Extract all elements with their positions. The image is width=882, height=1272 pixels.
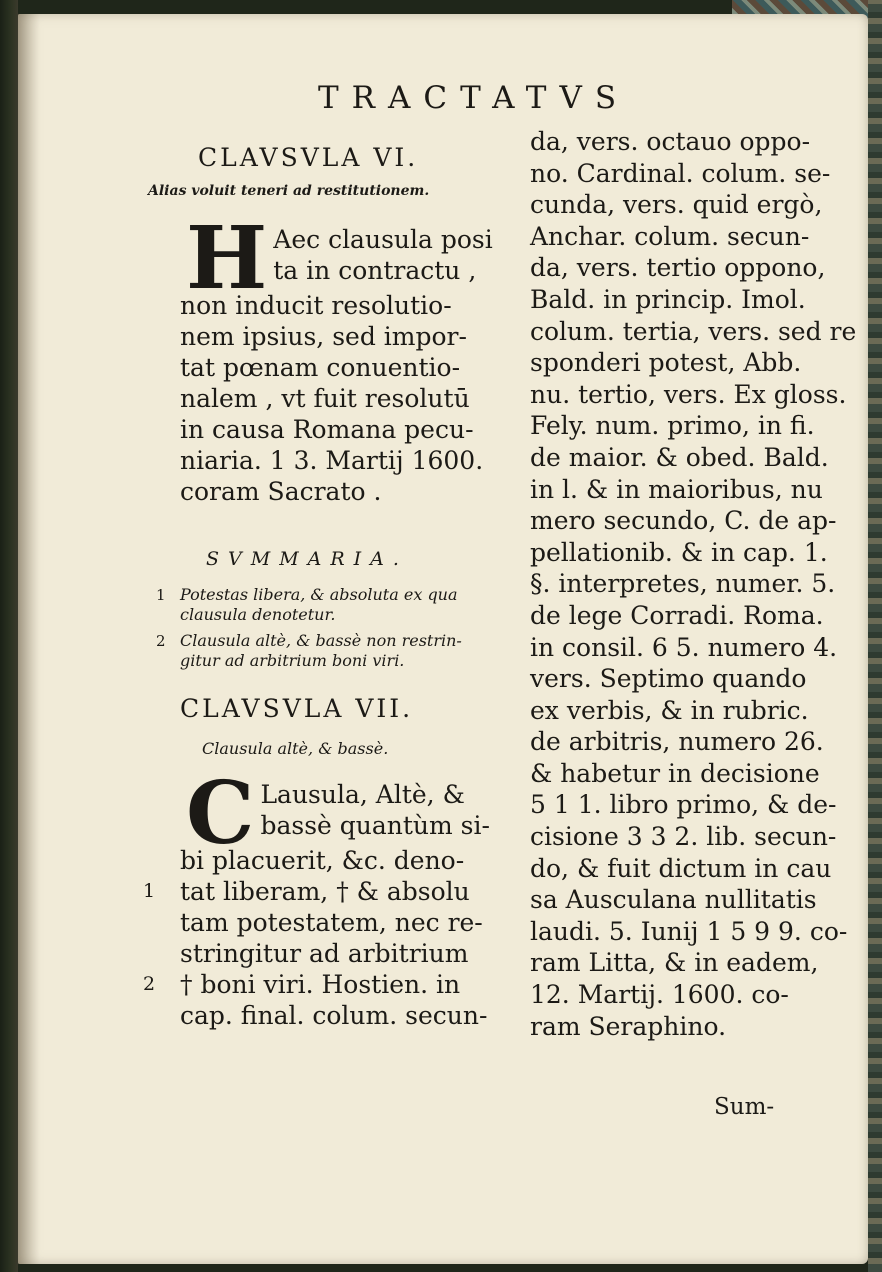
summaria-line: Potestas libera, & absoluta ex qua (180, 585, 458, 604)
drop-cap-h: H (186, 208, 268, 309)
clausula-7-text (143, 763, 490, 1031)
text-line: stringitur ad arbitrium (180, 939, 469, 968)
text-line: nu. tertio, vers. Ex gloss. (530, 379, 847, 409)
text-line-content: † boni viri. Hostien. in (180, 970, 461, 999)
text-line (143, 969, 480, 1000)
text-line: nalem , vt fuit resolutū (180, 384, 470, 413)
text-line: niaria. 1 3. Martij 1600. (180, 446, 484, 475)
right-column (530, 126, 857, 1042)
text-line: pellationib. & in cap. 1. (530, 537, 828, 567)
text-line: & habetur in decisione (530, 758, 820, 788)
text-line-content: tat liberam, † & absolu (180, 877, 470, 906)
text-line: sa Ausculana nullitatis (530, 885, 817, 915)
marbled-edge-right (868, 0, 882, 1272)
text-line: de lege Corradi. Roma. (530, 600, 824, 630)
text-line: da, vers. tertio oppono, (530, 253, 826, 283)
drop-cap-c: C (186, 763, 255, 864)
summaria-line: Clausula altè, & bassè non restrin- (180, 631, 462, 650)
text-line: de arbitris, numero 26. (530, 727, 824, 757)
text-line: in l. & in maioribus, nu (530, 474, 823, 504)
left-column (143, 140, 493, 1031)
text-line: ram Seraphino. (530, 1011, 727, 1041)
text-line: ex verbis, & in rubric. (530, 695, 809, 725)
summaria-item (156, 631, 480, 671)
text-line: tam potestatem, nec re- (180, 908, 483, 937)
clausula-6-title: CLAVSVLA VI. (198, 143, 419, 172)
summaria-number: 2 (156, 632, 166, 650)
text-line: de maior. & obed. Bald. (530, 442, 829, 472)
text-line: ram Litta, & in eadem, (530, 948, 819, 978)
text-line: cap. final. colum. secun- (180, 1001, 488, 1030)
text-line: vers. Septimo quando (530, 664, 807, 694)
clausula-7-title: CLAVSVLA VII. (180, 694, 414, 723)
text-line: tat pœnam conuentio- (180, 353, 461, 382)
text-line (143, 876, 480, 907)
margin-number: 1 (143, 880, 156, 902)
summaria-title: SVMMARIA. (206, 548, 408, 570)
summaria-line: gitur ad arbitrium boni viri. (180, 651, 405, 670)
text-line: mero secundo, C. de ap- (530, 506, 837, 536)
summaria-line: clausula denotetur. (180, 605, 336, 624)
text-line: da, vers. octauo oppo- (530, 127, 811, 156)
catchword: Sum- (714, 1094, 775, 1120)
text-line: coram Sacrato . (180, 477, 382, 506)
clausula-7-note: Clausula altè, & bassè. (202, 739, 389, 758)
text-line: do, & fuit dictum in cau (530, 853, 832, 883)
text-line: 12. Martij. 1600. co- (530, 980, 789, 1010)
clausula-6-text (180, 208, 493, 507)
text-line: Bald. in princip. Imol. (530, 284, 806, 314)
text-line: Aec clausula posi (273, 225, 493, 254)
summaria-list (156, 585, 480, 671)
text-line: Anchar. colum. secun- (530, 221, 810, 251)
summaria-item (156, 585, 480, 625)
text-line: cunda, vers. quid ergò, (530, 190, 823, 220)
text-line: ta in contractu , (273, 256, 477, 285)
running-head: TRACTATVS (318, 80, 630, 116)
clausula-6-note: Alias voluit teneri ad restitutionem. (148, 183, 430, 199)
text-line: no. Cardinal. colum. se- (530, 158, 831, 188)
text-line: cisione 3 3 2. lib. secun- (530, 822, 837, 852)
text-line: §. interpretes, numer. 5. (530, 569, 836, 599)
text-line: bi placuerit, &c. deno- (180, 846, 465, 875)
page-gutter-shadow (18, 14, 40, 1264)
text-line: bassè quantùm si- (260, 811, 490, 840)
text-line: non inducit resolutio- (180, 291, 452, 320)
text-line: colum. tertia, vers. sed re (530, 316, 857, 346)
text-line: Lausula, Altè, & (260, 780, 465, 809)
text-line: 5 1 1. libro primo, & de- (530, 790, 837, 820)
text-line: nem ipsius, sed impor- (180, 322, 467, 351)
margin-number: 2 (143, 973, 156, 995)
text-line: laudi. 5. Iunij 1 5 9 9. co- (530, 916, 848, 946)
book-binding (0, 0, 18, 1272)
text-line: in consil. 6 5. numero 4. (530, 632, 838, 662)
text-line: in causa Romana pecu- (180, 415, 474, 444)
summaria-number: 1 (156, 586, 166, 604)
text-line: Fely. num. primo, in fi. (530, 411, 815, 441)
text-line: sponderi potest, Abb. (530, 348, 802, 378)
